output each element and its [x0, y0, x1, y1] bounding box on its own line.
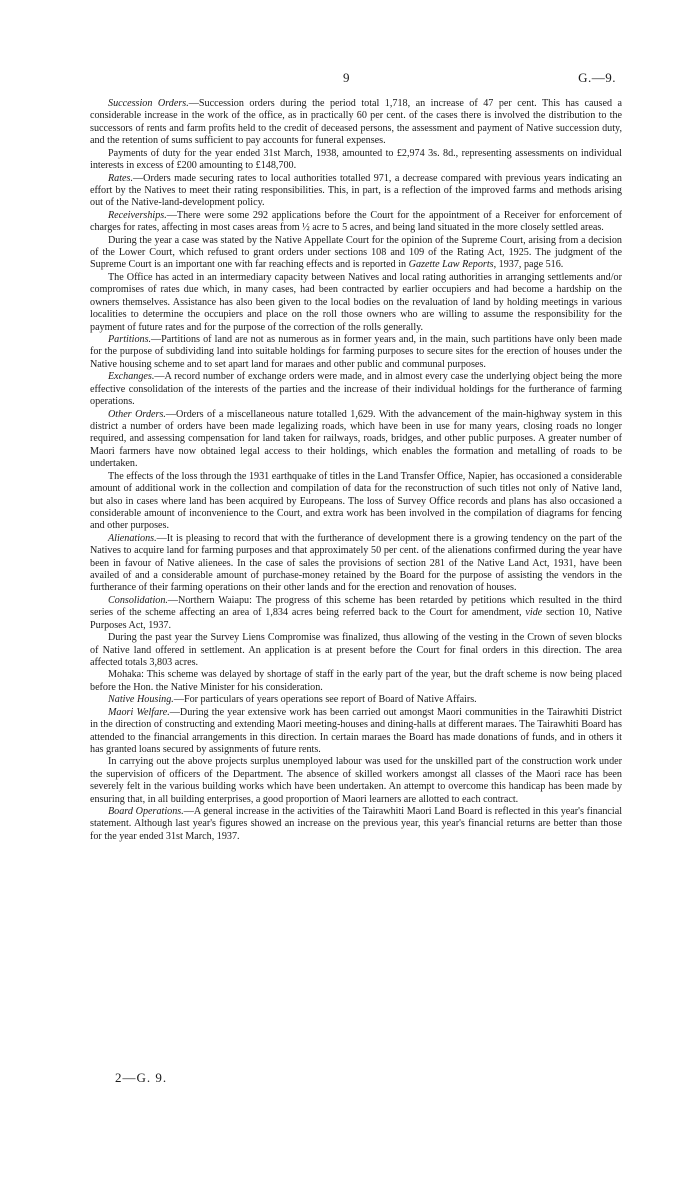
paragraph-heading: Consolidation.: [108, 594, 168, 606]
document-reference: G.—9.: [578, 70, 616, 85]
paragraph-text: During the past year the Survey Liens Compromise was finalized, thus allowing of the vesting in the Crown of seven blocks of Native land offered in settlement. An application is at present before the Court for final orders in this direction. The area affected totals 3,803 acres.: [90, 632, 622, 668]
paragraph-text: The Office has acted in an intermediary capacity between Natives and local rating authorities in arranging settlements and/or compromises of rates due which, in many cases, had been contracted by earlier occupiers and had become a hardship on the owners themselves. Assistance has also been given to the local bodies on the revaluation of land by holding meetings in various localities to determine the occupiers and place on the roll those owners who are willing to assume the responsibility for the payment of future rates and for the purpose of the correction of the rolls generally.: [90, 271, 622, 333]
page-header: [0, 70, 700, 88]
paragraph-text: —There were some 292 applications before the Court for the appointment of a Receiver for enforcement of charges for rates, affecting in most cases areas from ½ acre to 5 acres, and being land situated in the more closely settled areas.: [90, 209, 622, 234]
paragraph: [90, 148, 622, 173]
paragraph: [90, 471, 622, 533]
paragraph-text: In carrying out the above projects surplus unemployed labour was used for the unskilled part of the construction work under the supervision of officers of the Department. The absence of skilled workers amongst all classes of the Maori race has been severely felt in the various building works which have been undertaken. An attempt to overcome this handicap has been made by ensuring that, in all building enterprises, a good proportion of Maori learners are allotted to each contract.: [90, 756, 622, 805]
paragraph-text: —Northern Waiapu: The progress of this scheme has been retarded by petitions which resulted in the third series of the scheme affecting an area of 1,834 acres being referred back to the Court for amendment,: [90, 594, 622, 619]
paragraph-text: —During the year extensive work has been carried out amongst Maori communities in the Tairawhiti District in the direction of constructing and extending Maori meeting-houses and dining-halls at different maraes. The Tairawhiti Board has attended to the financial arrangements in this direction. In certain maraes the Board has made donations of funds, and in others it has granted loans secured by assignments of future rents.: [90, 706, 622, 755]
paragraph-heading: Board Operations.: [108, 806, 184, 818]
paragraph-text: The effects of the loss through the 1931 earthquake of titles in the Land Transfer Office, Napier, has occasioned a considerable amount of additional work in the collection and compilation of data for the reconstruction of such titles not only of Native land, but also in cases where land has been acquired by Europeans. The loss of Survey Office records and plans has also occasioned a considerable amount of inconvenience to the Court, and extra work has been involved in the compilation of diagrams for fencing and other purposes.: [90, 470, 622, 532]
body-text: [90, 98, 622, 843]
paragraph-text: —For particulars of years operations see report of Board of Native Affairs.: [173, 694, 477, 706]
paragraph: [90, 173, 622, 210]
paragraph-text: —A general increase in the activities of the Tairawhiti Maori Land Board is reflected in this year's financial statement. Although last year's figures showed an increase on the previous year, this year's financial returns are better than those for the year ended 31st March, 1937.: [90, 806, 623, 842]
paragraph-text: —Orders made securing rates to local authorities totalled 971, a decrease compared with previous years indicating an effort by the Natives to meet their rating responsibilities. This, in part, is a reflection of the improved farms and methods arising out of the Native-land-development policy.: [90, 172, 622, 209]
paragraph: [90, 371, 622, 408]
paragraph: [90, 409, 622, 471]
paragraph: [90, 334, 622, 371]
paragraph: [90, 756, 622, 806]
paragraph: [90, 632, 622, 669]
paragraph-heading: Receiverships.: [108, 209, 167, 221]
paragraph-text: —It is pleasing to record that with the furtherance of development there is a growing tendency on the part of the Natives to acquire land for farming purposes and that approximately 50 per cent. of the alienations confirmed during the year have been in favour of Native alienees. In the case of sales the provisions of section 281 of the Native Land Act, 1931, have been availed of and a considerable amount of purchase-money retained by the Board for the purpose of assisting the vendors in the furtherance of their farming operations on their other lands and for the erection and renovation of houses.: [90, 532, 622, 594]
citation-italic: Gazette Law Reports: [408, 259, 494, 271]
paragraph: [90, 533, 622, 595]
paragraph-text: Mohaka: This scheme was delayed by shortage of staff in the early part of the year, but the draft scheme is now being placed before the Hon. the Native Minister for his consideration.: [90, 669, 622, 693]
page-number: 9: [343, 70, 350, 85]
paragraph-heading: Rates.: [108, 172, 134, 184]
paragraph-text: —Orders of a miscellaneous nature totalled 1,629. With the advancement of the main-highway system in this district a number of orders have been made legalizing roads, which have been in use for many years, closing roads no longer required, and assessing compensation for land taken for railways, roads, bridges, and other public purposes. A greater number of Maori farmers have now obtained legal access to their holdings, which enables the formation and metalling of roads to be undertaken.: [90, 408, 622, 470]
paragraph: [90, 235, 622, 272]
citation-italic: vide: [525, 607, 543, 619]
paragraph-text: —Succession orders during the period total 1,718, an increase of 47 per cent. This has caused a considerable increase in the work of the office, as in practically 60 per cent. of the cases there is involved the distribution to the successors of rents and farm profits held to the credit of deceased persons, the assessment and payment of Native succession duty, and the retention of sums sufficient to pay accounts for funeral expenses.: [90, 98, 622, 147]
paragraph-heading: Maori Welfare.: [108, 706, 170, 718]
paragraph: [90, 806, 622, 843]
paragraph: [90, 272, 622, 334]
paragraph-text: —A record number of exchange orders were made, and in almost every case the underlying object being the more effective consolidation of the interests of the parties and the increase of their individual holdings for the furtherance of farming operations.: [90, 371, 622, 408]
paragraph-heading: Native Housing.: [108, 694, 174, 706]
paragraph-text: Payments of duty for the year ended 31st March, 1938, amounted to £2,974 3s. 8d., representing assessments on individual interests in excess of £200 amounting to £148,700.: [90, 147, 622, 172]
paragraph: [90, 98, 622, 148]
signature-mark: 2—G. 9.: [115, 1070, 168, 1085]
paragraph-heading: Alienations.: [108, 532, 157, 544]
paragraph-text: , 1937, page 516.: [493, 259, 564, 271]
paragraph-heading: Exchanges.: [108, 371, 155, 383]
paragraph: [90, 210, 622, 235]
paragraph: [90, 669, 622, 694]
paragraph-heading: Succession Orders.: [108, 98, 189, 109]
paragraph-text: —Partitions of land are not as numerous as in former years and, in the main, such partitions have only been made for the purpose of subdividing land into suitable holdings for farming purposes to secure sites for the erection of houses under the Native housing scheme and to set apart land for maraes and other public and communal purposes.: [90, 334, 622, 370]
paragraph-heading: Other Orders.: [108, 408, 166, 420]
paragraph: [90, 595, 622, 632]
paragraph-text: During the year a case was stated by the Native Appellate Court for the opinion of the Supreme Court, arising from a decision of the Lower Court, which refused to grant orders under sections 108 and 109 of the Rating Act, 1925. The judgment of the Supreme Court is an important one with far reaching effects and is reported in: [90, 234, 622, 271]
paragraph-text: section 10, Native Purposes Act, 1937.: [90, 607, 622, 631]
paragraph: [90, 694, 622, 706]
paragraph: [90, 707, 622, 757]
paragraph-heading: Partitions.: [108, 334, 152, 346]
